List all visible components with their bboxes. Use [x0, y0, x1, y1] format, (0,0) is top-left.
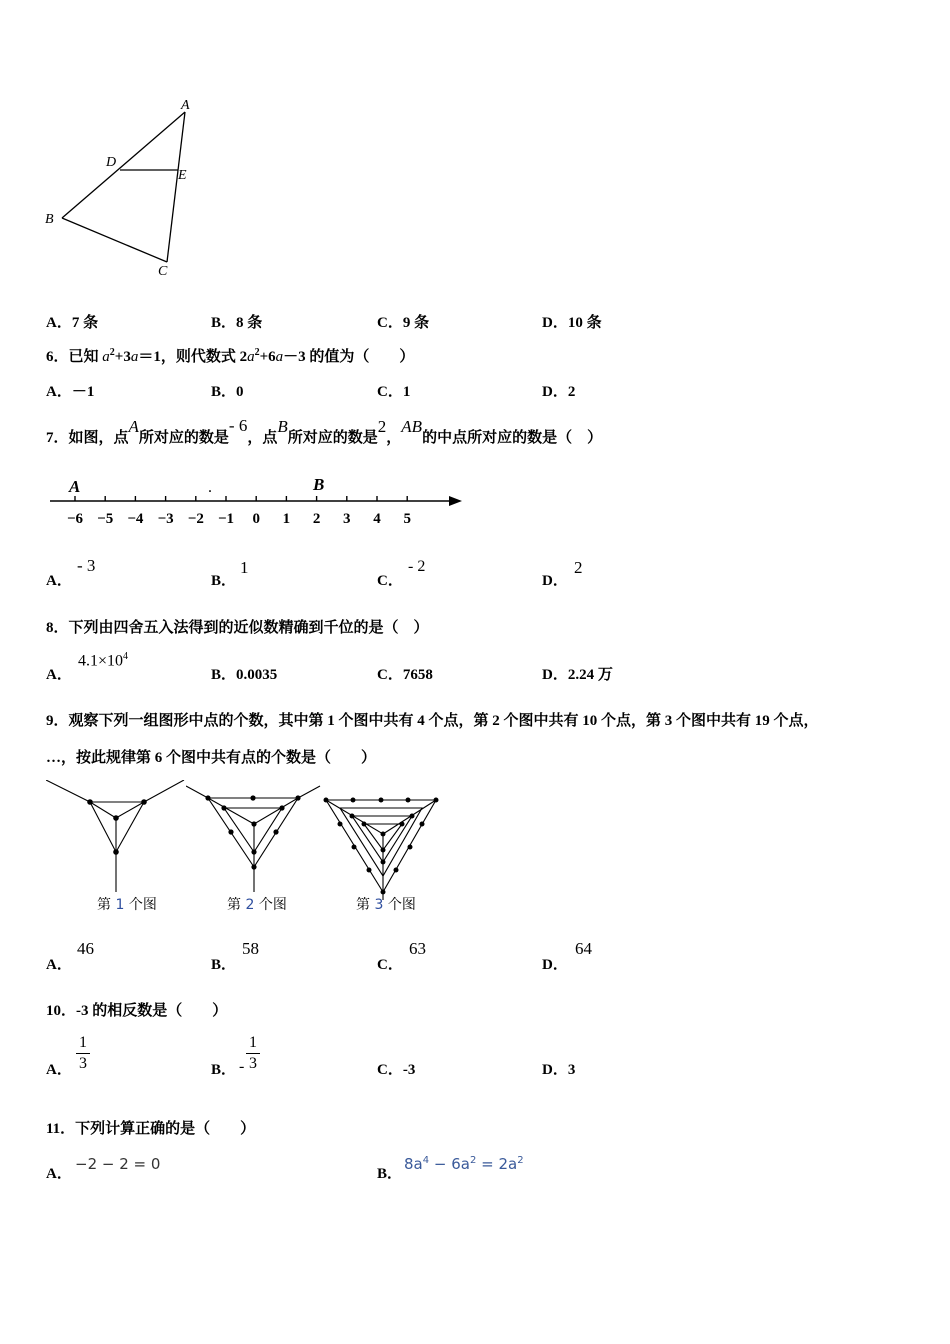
- segment-AC: [167, 112, 185, 262]
- q7-option-c[interactable]: C．: [377, 573, 403, 589]
- q10-option-c[interactable]: C．-3: [377, 1062, 416, 1078]
- number-line-tick-label: −4: [127, 511, 144, 527]
- number-line-tick-label: −5: [97, 511, 114, 527]
- number-line-tick-label: −1: [217, 511, 235, 527]
- label-B: B: [45, 212, 54, 227]
- q5-option-d[interactable]: D．10 条: [542, 315, 602, 331]
- q8-stem: 8．下列由四舍五入法得到的近似数精确到千位的是（ ）: [46, 620, 429, 636]
- arrow-head-icon: [449, 496, 462, 506]
- numberline-label-A: A: [69, 477, 81, 496]
- q11-option-a[interactable]: A．: [46, 1166, 72, 1182]
- q9-stem-line1: 9．观察下列一组图形中点的个数，其中第 1 个图中共有 4 个点，第 2 个图中共有 10 个点，第 3 个图中共有 19 个点，: [46, 713, 819, 729]
- label-A: A: [181, 98, 190, 113]
- pattern-figure-3: [322, 790, 442, 902]
- q8-option-b[interactable]: B．0.0035: [211, 667, 278, 683]
- q7-stem: 7．如图，点A所对应的数是- 6，点B所对应的数是2，AB的中点所对应的数是（ ）: [46, 416, 603, 446]
- q6-stem: 6．已知 $a^2+3a=1$，则代数式 $2a^2+6a-3$ 的值为（ ）: [46, 347, 415, 365]
- number-line-tick-label: 0: [252, 511, 260, 527]
- q11-stem: 11．下列计算正确的是（ ）: [46, 1121, 256, 1137]
- q10-option-b[interactable]: B．: [211, 1062, 237, 1078]
- q8-option-d[interactable]: D．2.24 万: [542, 667, 613, 683]
- q9-option-d[interactable]: D．: [542, 957, 568, 973]
- q8-option-a[interactable]: A．: [46, 667, 72, 683]
- q6-option-d[interactable]: D．2: [542, 384, 576, 400]
- q10-option-a[interactable]: A．: [46, 1062, 72, 1078]
- q6-option-c[interactable]: C．1: [377, 384, 411, 400]
- pattern-figure-1: [46, 780, 186, 895]
- q8-option-a-value: $4.1\times 10^4$: [78, 651, 129, 670]
- q11-option-b[interactable]: B．: [377, 1166, 403, 1182]
- pattern-caption-3: 第 3 个图: [356, 897, 416, 913]
- label-D: D: [106, 155, 117, 170]
- q9-option-a-value: 46: [77, 939, 94, 958]
- number-line: [44, 470, 474, 532]
- triangle-figure: [40, 95, 210, 280]
- q10-option-a-fraction: 1 3: [76, 1034, 90, 1073]
- q10-option-b-neg: -: [239, 1058, 245, 1075]
- q7-option-a[interactable]: A．: [46, 573, 72, 589]
- q9-option-c-value: 63: [409, 939, 426, 958]
- segment-AB: [62, 112, 185, 218]
- q7-option-b-value: 1: [240, 558, 249, 577]
- segment-BC: [62, 218, 167, 262]
- q10-stem: 10．-3 的相反数是（ ）: [46, 1003, 228, 1019]
- q5-option-a[interactable]: A．7 条: [46, 315, 99, 331]
- q5-option-b[interactable]: B．8 条: [211, 315, 263, 331]
- number-line-tick-label: −6: [66, 511, 84, 527]
- number-line-tick-label: 3: [343, 511, 351, 527]
- q7-option-a-value: - 3: [77, 556, 96, 575]
- q7-option-b[interactable]: B．: [211, 573, 237, 589]
- q9-option-b[interactable]: B．: [211, 957, 237, 973]
- number-line-tick-label: −3: [157, 511, 174, 527]
- pattern-figure-2: [186, 780, 322, 895]
- q11-option-a-expr: −2 − 2 = 0: [75, 1155, 161, 1173]
- number-line-tick-label: 1: [282, 511, 291, 527]
- number-line-tick-label: 4: [373, 511, 381, 527]
- q8-option-c[interactable]: C．7658: [377, 667, 433, 683]
- q11-option-b-expr: $8a^4 - 6a^2 = 2a^2$: [404, 1155, 524, 1173]
- number-line-tick-label: −2: [187, 511, 204, 527]
- q7-option-c-value: - 2: [408, 558, 426, 575]
- q9-option-b-value: 58: [242, 939, 259, 958]
- pattern-caption-1: 第 1 个图: [97, 897, 157, 913]
- q5-option-c[interactable]: C．9 条: [377, 315, 430, 331]
- numberline-label-B: B: [313, 475, 325, 494]
- label-E: E: [178, 168, 187, 183]
- q6-option-a[interactable]: A．－1: [46, 384, 95, 400]
- pattern-caption-2: 第 2 个图: [227, 897, 287, 913]
- label-C: C: [158, 264, 168, 279]
- q6-option-b[interactable]: B．0: [211, 384, 244, 400]
- q9-stem-line2: …，按此规律第 6 个图中共有点的个数是（ ）: [46, 750, 377, 766]
- number-line-tick-label: 5: [403, 511, 411, 527]
- q10-option-b-fraction: 1 3: [246, 1034, 260, 1073]
- q7-option-d-value: 2: [574, 558, 583, 577]
- q9-option-c[interactable]: C．: [377, 957, 403, 973]
- q9-option-a[interactable]: A．: [46, 957, 72, 973]
- q10-option-d[interactable]: D．3: [542, 1062, 576, 1078]
- number-line-tick-label: 2: [312, 511, 321, 527]
- numberline-dot: .: [208, 479, 212, 496]
- q9-option-d-value: 64: [575, 939, 592, 958]
- q7-option-d[interactable]: D．: [542, 573, 568, 589]
